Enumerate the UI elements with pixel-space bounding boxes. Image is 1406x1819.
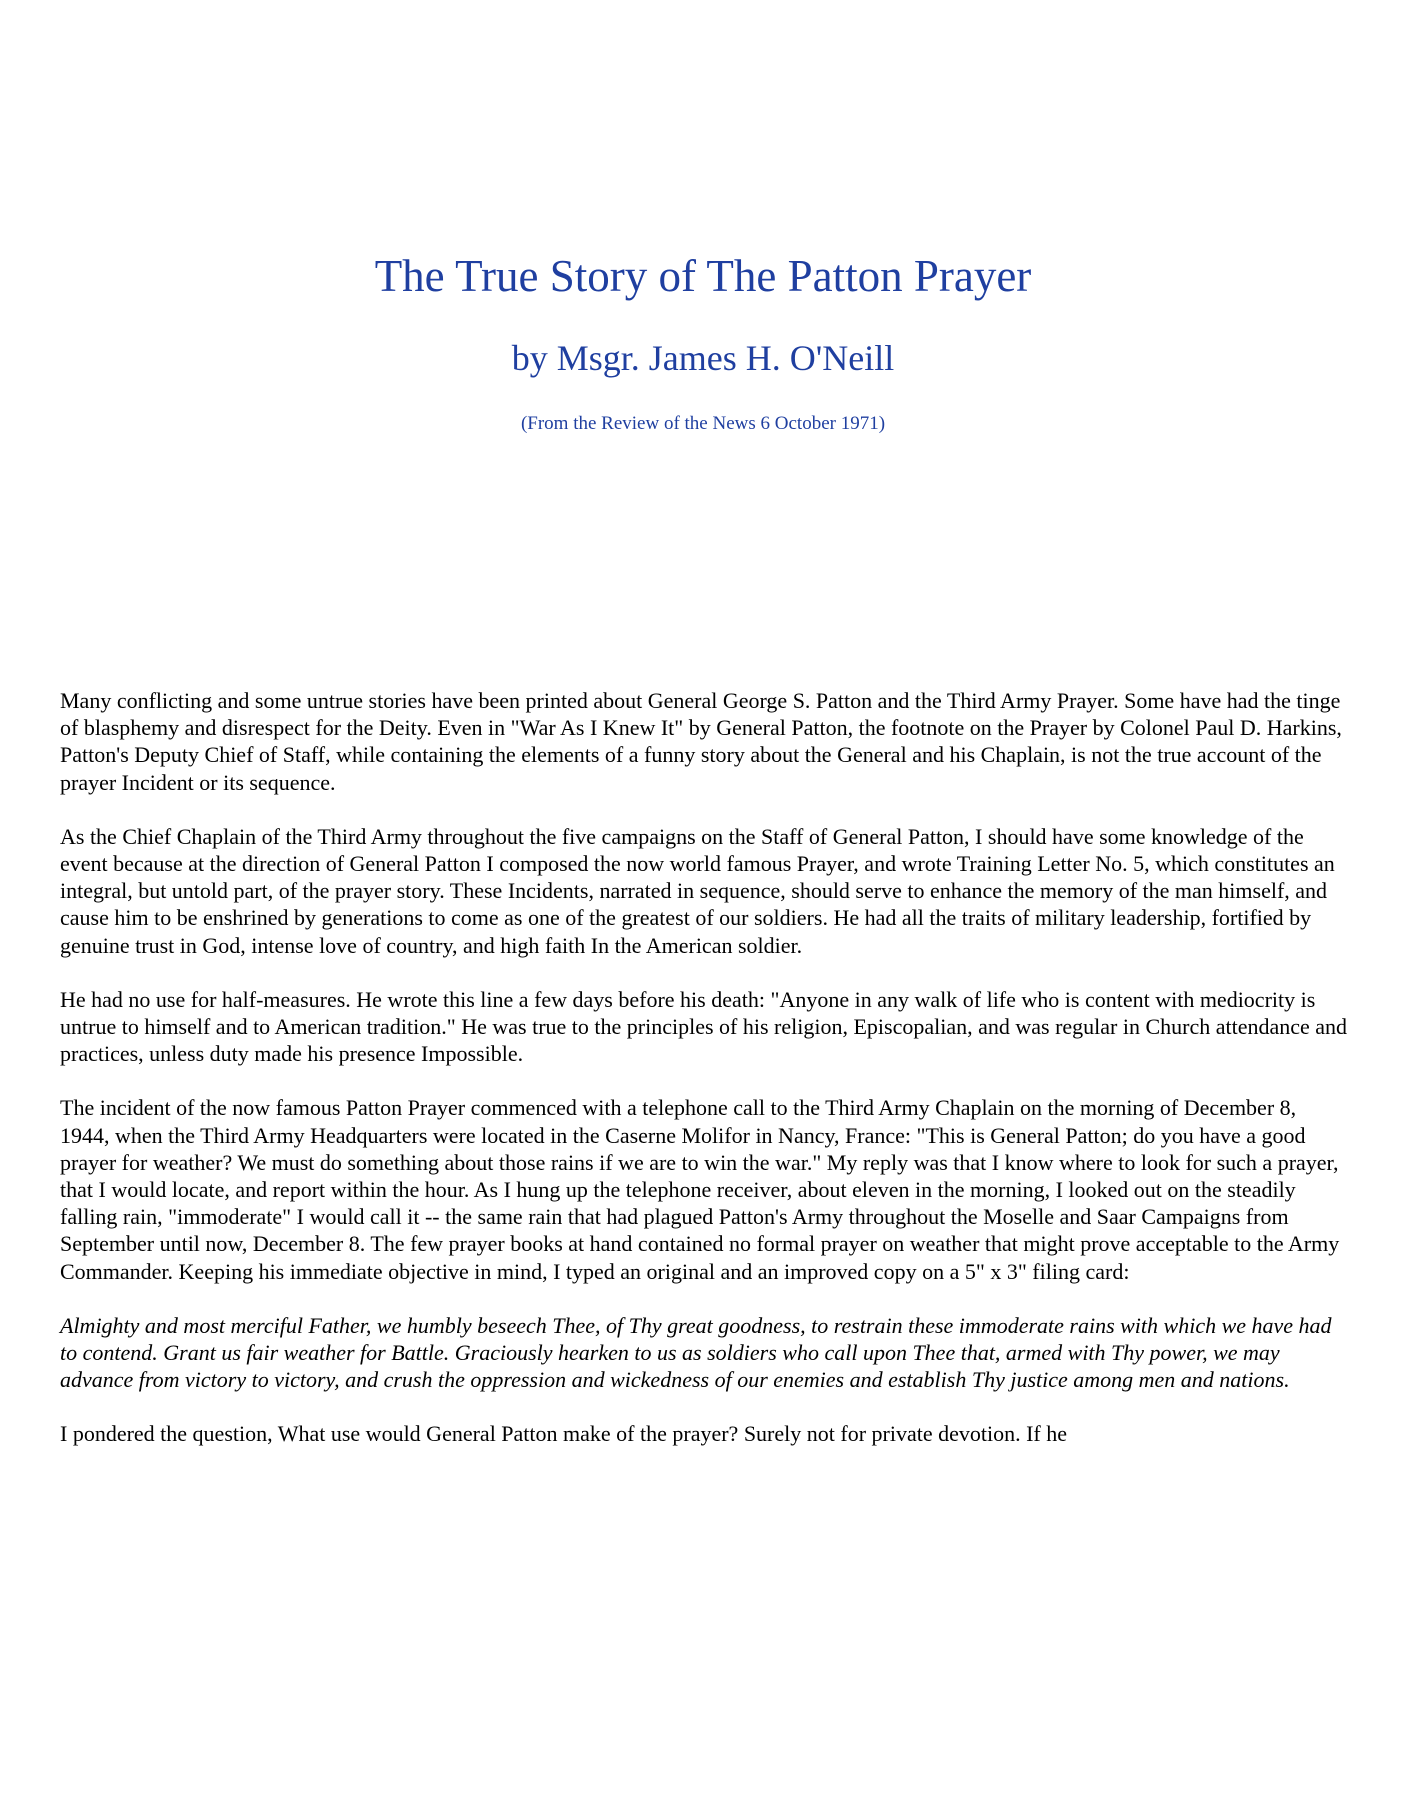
document-byline: by Msgr. James H. O'Neill (511, 338, 895, 378)
body-paragraph-3: He had no use for half-measures. He wrote this line a few days before his death: "Anyone in any walk of life who is content with mediocrity is untrue to himself and to American tradition." He was true to the principles of his religion, Episcopalian, and was regular in Church attendance and practices, unless duty made his presence Impossible. (60, 986, 1348, 1067)
body-paragraph-1: Many conflicting and some untrue stories have been printed about General George S. Patton and the Third Army Prayer. Some have had the tinge of blasphemy and disrespect for the Deity. Even in "War As I Knew It" by General Patton, the footnote on the Prayer by Colonel Paul D. Harkins, Patton's Deputy Chief of Staff, while containing the elements of a funny story about the General and his Chaplain, is not the true account of the prayer Incident or its sequence. (60, 688, 1342, 795)
document-title: The True Story of The Patton Prayer (374, 251, 1032, 301)
body-paragraph-6: I pondered the question, What use would General Patton make of the prayer? Surely not for private devotion. If he (60, 1421, 1068, 1447)
prayer-text: Almighty and most merciful Father, we humbly beseech Thee, of Thy great goodness, to restrain these immoderate rains with which we have had to contend. Grant us fair weather for Battle. Graciously hearken to us as soldiers who call upon Thee that, armed with Thy power, we may advance from victory to victory, and crush the oppression and wickedness of our enemies and establish Thy justice among men and nations. (60, 1312, 1332, 1393)
body-paragraph-2: As the Chief Chaplain of the Third Army throughout the five campaigns on the Staff of General Patton, I should have some knowledge of the event because at the direction of General Patton I composed the now world famous Prayer, and wrote Training Letter No. 5, which constitutes an integral, but untold part, of the prayer story. These Incidents, narrated in sequence, should serve to enhance the memory of the man himself, and cause him to be enshrined by generations to come as one of the greatest of our soldiers. He had all the traits of military leadership, fortified by genuine trust in God, intense love of country, and high faith In the American soldier. (60, 823, 1335, 958)
document-body (60, 687, 1350, 1475)
document-source-note: (From the Review of the News 6 October 1971) (520, 413, 886, 434)
body-paragraph-4: The incident of the now famous Patton Prayer commenced with a telephone call to the Third Army Chaplain on the morning of December 8, 1944, when the Third Army Headquarters were located in the Caserne Molifor in Nancy, France: "This is General Patton; do you have a good prayer for weather? We must do something about those rains if we are to win the war." My reply was that I know where to look for such a prayer, that I would locate, and report within the hour. As I hung up the telephone receiver, about eleven in the morning, I looked out on the steadily falling rain, "immoderate" I would call it -- the same rain that had plagued Patton's Army throughout the Moselle and Saar Campaigns from September until now, December 8. The few prayer books at hand contained no formal prayer on weather that might prove acceptable to the Army Commander. Keeping his immediate objective in mind, I typed an original and an improved copy on a 5" x 3" filing card: (60, 1095, 1340, 1284)
